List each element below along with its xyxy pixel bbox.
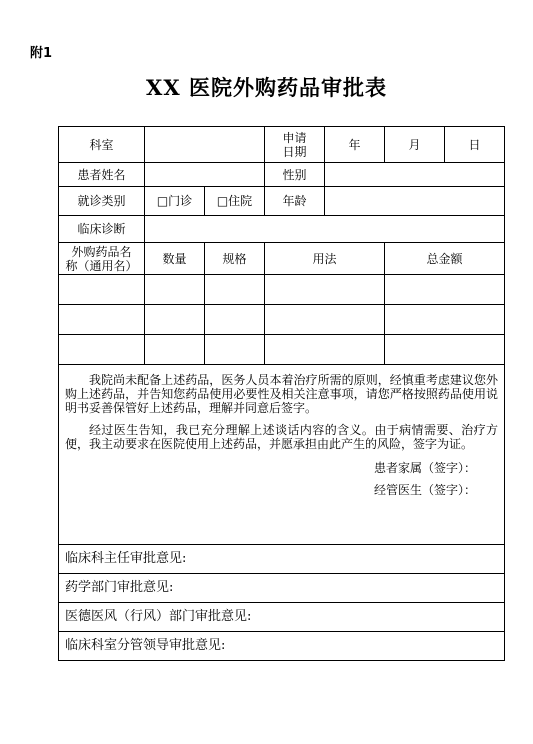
- usage-cell[interactable]: [265, 335, 385, 365]
- pharmacy-approval[interactable]: 药学部门审批意见:: [59, 574, 505, 603]
- statement-paragraph-1: 我院尚未配备上述药品，医务人员本着治疗所需的原则，经慎重考虑建议您外购上述药品，并告知您药品使用必要性及相关注意事项，请您严格按照药品使用说明书妥善保管好上述药品，理解并同意后签字。: [65, 373, 498, 415]
- usage-header: 用法: [265, 243, 385, 275]
- drug-name-cell[interactable]: [59, 305, 145, 335]
- quantity-header: 数量: [145, 243, 205, 275]
- drug-header-row: [59, 243, 505, 275]
- quantity-cell[interactable]: [145, 335, 205, 365]
- department-label: 科室: [59, 127, 145, 163]
- approval-row-leader: [59, 632, 505, 661]
- quantity-cell[interactable]: [145, 275, 205, 305]
- drug-row: [59, 335, 505, 365]
- total-cell[interactable]: [385, 335, 505, 365]
- department-field[interactable]: [145, 127, 265, 163]
- row-department: [59, 127, 505, 163]
- clinical-director-approval[interactable]: 临床科主任审批意见:: [59, 545, 505, 574]
- drug-name-cell[interactable]: [59, 335, 145, 365]
- gender-label: 性别: [265, 163, 325, 187]
- total-cell[interactable]: [385, 275, 505, 305]
- ethics-approval[interactable]: 医德医风（行风）部门审批意见:: [59, 603, 505, 632]
- spec-cell[interactable]: [205, 275, 265, 305]
- approval-row-ethics: [59, 603, 505, 632]
- statement-paragraph-2: 经过医生告知，我已充分理解上述谈话内容的含义。由于病情需要、治疗方便，我主动要求在医院使用上述药品，并愿承担由此产生的风险，签字为证。: [65, 423, 498, 451]
- usage-cell[interactable]: [265, 275, 385, 305]
- total-cell[interactable]: [385, 305, 505, 335]
- patient-name-label: 患者姓名: [59, 163, 145, 187]
- usage-cell[interactable]: [265, 305, 385, 335]
- leader-approval[interactable]: 临床科室分管领导审批意见:: [59, 632, 505, 661]
- month-field[interactable]: 月: [385, 127, 445, 163]
- page-title: XX 医院外购药品审批表: [146, 75, 387, 100]
- diagnosis-field[interactable]: [145, 216, 505, 243]
- drug-row: [59, 305, 505, 335]
- row-diagnosis: [59, 216, 505, 243]
- apply-date-label: 申请 日期: [265, 127, 325, 163]
- quantity-cell[interactable]: [145, 305, 205, 335]
- approval-row-director: [59, 545, 505, 574]
- outpatient-checkbox[interactable]: □门诊: [145, 187, 205, 216]
- drug-name-header: 外购药品名 称（通用名）: [59, 243, 145, 275]
- approval-form-table: [58, 126, 505, 661]
- inpatient-checkbox[interactable]: □住院: [205, 187, 265, 216]
- day-field[interactable]: 日: [445, 127, 505, 163]
- spec-cell[interactable]: [205, 305, 265, 335]
- visit-type-label: 就诊类别: [59, 187, 145, 216]
- year-field[interactable]: 年: [325, 127, 385, 163]
- drug-name-cell[interactable]: [59, 275, 145, 305]
- spec-header: 规格: [205, 243, 265, 275]
- row-patient-name: [59, 163, 505, 187]
- consent-statement: [59, 365, 505, 545]
- drug-row: [59, 275, 505, 305]
- row-visit-type: [59, 187, 505, 216]
- age-field[interactable]: [325, 187, 505, 216]
- doctor-signature-label[interactable]: 经管医生（签字）：: [373, 483, 476, 497]
- total-header: 总金额: [385, 243, 505, 275]
- family-signature-label[interactable]: 患者家属（签字）：: [373, 461, 476, 475]
- diagnosis-label: 临床诊断: [59, 216, 145, 243]
- age-label: 年龄: [265, 187, 325, 216]
- approval-row-pharmacy: [59, 574, 505, 603]
- spec-cell[interactable]: [205, 335, 265, 365]
- patient-name-field[interactable]: [145, 163, 265, 187]
- gender-field[interactable]: [325, 163, 505, 187]
- attachment-label: 附1: [30, 46, 53, 61]
- statement-row: [59, 365, 505, 545]
